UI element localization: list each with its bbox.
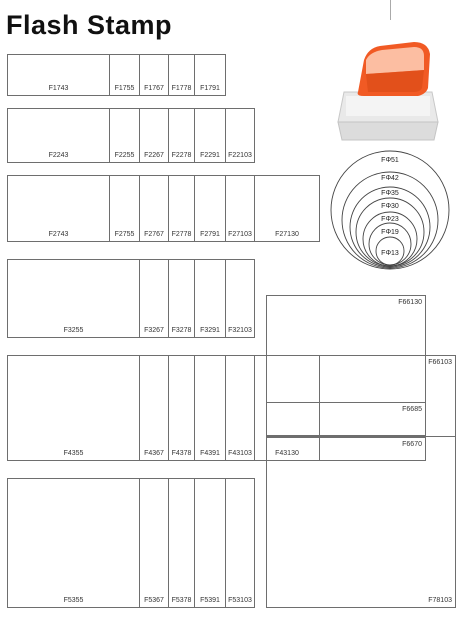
stamp-size-f32103 xyxy=(225,259,255,338)
stamp-size-f5355 xyxy=(7,478,140,608)
size-label: F5355 xyxy=(63,597,84,604)
size-label: F3267 xyxy=(144,327,164,334)
stamp-size-f2267 xyxy=(139,108,169,163)
stamp-size-f3267 xyxy=(139,259,169,338)
size-label: F2778 xyxy=(171,231,192,238)
size-label: F4391 xyxy=(200,450,220,457)
size-label: F2267 xyxy=(144,152,164,159)
page-title: Flash Stamp xyxy=(6,10,173,40)
size-label: F1778 xyxy=(171,85,192,92)
round-label-f51: FΦ51 xyxy=(381,157,399,164)
size-label: F3278 xyxy=(171,327,192,334)
stamp-size-f2791 xyxy=(194,175,226,242)
top-divider-line xyxy=(390,0,391,20)
size-label: F66130 xyxy=(398,299,422,306)
size-label: F2291 xyxy=(200,152,220,159)
stamp-size-f2767 xyxy=(139,175,169,242)
stamp-size-f1778 xyxy=(168,54,195,96)
size-label: F4378 xyxy=(171,450,192,457)
size-label: F2767 xyxy=(144,231,164,238)
stamp-size-f1755 xyxy=(109,54,140,96)
size-label: F4355 xyxy=(63,450,84,457)
size-label: F5367 xyxy=(144,597,164,604)
round-label-f13: FΦ13 xyxy=(381,250,399,257)
stamp-size-f1743 xyxy=(7,54,110,96)
stamp-size-f43103 xyxy=(225,355,255,461)
size-label: F78103 xyxy=(428,597,452,604)
round-label-f30: FΦ30 xyxy=(381,203,399,210)
size-label: F4367 xyxy=(144,450,164,457)
stamp-size-f1791 xyxy=(194,54,226,96)
stamp-size-f78103 xyxy=(266,355,456,608)
size-label: F1767 xyxy=(144,85,164,92)
stamp-size-f4367 xyxy=(139,355,169,461)
size-label: F1791 xyxy=(200,85,220,92)
stamp-size-f1767 xyxy=(139,54,169,96)
round-stamp-sizes xyxy=(330,150,450,270)
round-label-f35: FΦ35 xyxy=(381,190,399,197)
size-label: F3255 xyxy=(63,327,84,334)
stamp-size-f3278 xyxy=(168,259,195,338)
size-label: F27130 xyxy=(275,231,299,238)
stamp-size-f2778 xyxy=(168,175,195,242)
size-label: F66103 xyxy=(428,359,452,366)
stamp-size-f2255 xyxy=(109,108,140,163)
size-label: F32103 xyxy=(228,327,252,334)
stamp-size-f27103 xyxy=(225,175,255,242)
size-label: F5378 xyxy=(171,597,192,604)
round-label-f23: FΦ23 xyxy=(381,216,399,223)
size-label: F2755 xyxy=(114,231,135,238)
size-label: F43103 xyxy=(228,450,252,457)
stamp-size-f5391 xyxy=(194,478,226,608)
stamp-size-f2243 xyxy=(7,108,110,163)
size-label: F53103 xyxy=(228,597,252,604)
stamp-size-f3291 xyxy=(194,259,226,338)
stamp-size-f53103 xyxy=(225,478,255,608)
size-label: F27103 xyxy=(228,231,252,238)
size-label: F6670 xyxy=(402,441,422,448)
stamp-size-f4355 xyxy=(7,355,140,461)
stamp-size-f5367 xyxy=(139,478,169,608)
size-label: F1755 xyxy=(114,85,135,92)
stamp-size-f4378 xyxy=(168,355,195,461)
stamp-size-f2755 xyxy=(109,175,140,242)
stamp-size-f2278 xyxy=(168,108,195,163)
stamp-size-f22103 xyxy=(225,108,255,163)
stamp-size-f3255 xyxy=(7,259,140,338)
size-label: F2278 xyxy=(171,152,192,159)
size-label: F22103 xyxy=(228,152,252,159)
round-label-f19: FΦ19 xyxy=(381,229,399,236)
size-label: F5391 xyxy=(200,597,220,604)
stamp-size-f2743 xyxy=(7,175,110,242)
size-label: F2743 xyxy=(48,231,69,238)
stamp-size-f2291 xyxy=(194,108,226,163)
size-label: F2791 xyxy=(200,231,220,238)
stamp-size-f27130 xyxy=(254,175,320,242)
size-label: F6685 xyxy=(402,406,422,413)
size-label: F2243 xyxy=(48,152,69,159)
size-label: F43130 xyxy=(275,450,299,457)
size-label: F2255 xyxy=(114,152,135,159)
size-label: F3291 xyxy=(200,327,220,334)
stamp-size-f4391 xyxy=(194,355,226,461)
stamp-product-image xyxy=(336,36,440,142)
stamp-size-f5378 xyxy=(168,478,195,608)
size-label: F1743 xyxy=(48,85,69,92)
round-label-f42: FΦ42 xyxy=(381,175,399,182)
